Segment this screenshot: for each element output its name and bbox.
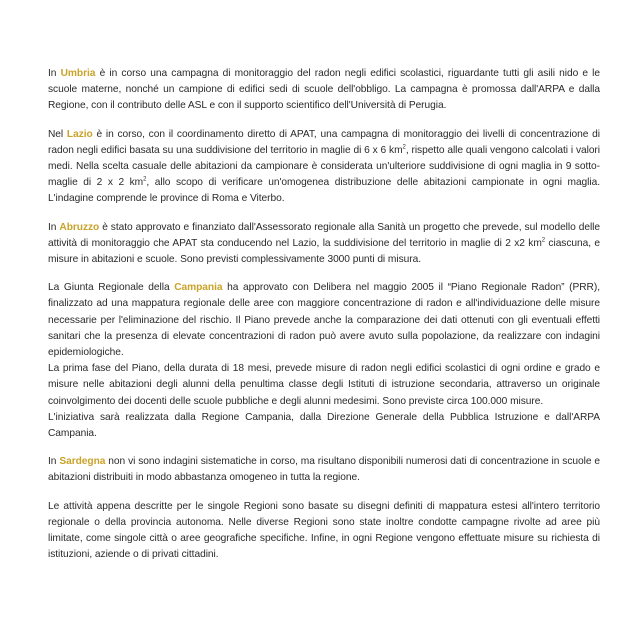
region-name-campania: Campania [174, 282, 223, 294]
paragraph-campania-phase: La prima fase del Piano, della durata di 18 mesi, prevede misure di radon negli edifici scolastici di ogni ordine e grado e misure nelle abitazioni degli alunni della penultima classe degli Istituti di istruzione secondaria, attraverso un originale coinvolgimento dei docenti delle scuole pubbliche e degli alunni medesimi. Sono previste circa 100.000 misure. [48, 363, 600, 407]
paragraph-campania: La Giunta Regionale della Campania ha approvato con Delibera nel maggio 2005 il “Piano Regionale Radon” (PRR), finalizzato ad una mappatura regionale delle aree con maggiore concentrazione di radon e all'individuazione delle misure necessarie per l'eliminazione del rischio. Il Piano prevede anche la comparazione dei dati ottenuti con gli eventuali effetti sanitari che la presenza di elevate concentrazioni di radon può avere avuto sulla popolazione, da realizzare con indagini epidemiologiche. [48, 282, 600, 359]
paragraph-campania-initiative: L'iniziativa sarà realizzata dalla Regione Campania, dalla Direzione Generale della Pubblica Istruzione e dall'ARPA Campania. [48, 411, 600, 440]
superscript-square: 2 [143, 176, 147, 183]
region-name-lazio: Lazio [66, 128, 93, 140]
paragraph-summary: Le attività appena descritte per le singole Regioni sono basate su disegni definiti di mappatura estesi all'intero territorio regionale o della provincia autonoma. Nelle diverse Regioni sono state inoltre condotte campagne rivolte ad aree più limitate, come singole città o aree geografiche specifiche. Infine, in ogni Regione vengono effettuate misure su richiesta di istituzioni, aziende o di privati cittadini. [48, 500, 600, 561]
region-name-abruzzo: Abruzzo [59, 221, 100, 233]
superscript-square: 2 [402, 144, 406, 151]
paragraph-sardegna: In Sardegna non vi sono indagini sistematiche in corso, ma risultano disponibili numerosi dati di concentrazione in scuole e abitazioni distribuiti in modo abbastanza omogeneo in tutta la regione. [48, 456, 600, 484]
paragraph-lazio: Nel Lazio è in corso, con il coordinamento diretto di APAT, una campagna di monitoraggio dei livelli di concentrazione di radon negli edifici basata su una suddivisione del territorio in maglie di 6 x 6 $km^2$, rispetto alle quali vengono calcolati i valori medi. Nella scelta casuale delle abitazioni da campionare è considerata un'ulteriore suddivisione di ogni maglia in 9 sotto-maglie di 2 x 2 $km^2$, allo scopo di verificare un'omogenea distribuzione delle abitazioni campionate in ogni maglia. L'indagine comprende le province di Roma e Viterbo. [48, 128, 601, 205]
document-body [48, 66, 600, 575]
region-name-umbria: Umbria [60, 68, 96, 79]
region-name-sardegna: Sardegna [59, 456, 106, 468]
paragraph-umbria: In Umbria è in corso una campagna di monitoraggio del radon negli edifici scolastici, riguardante tutti gli asili nido e le scuole materne, nonché un campione di edifici sedi di scuole dell'obbligo. La campagna è promossa dall'ARPA e dalla Regione, con il contributo delle ASL e con il supporto scientifico dell'Università di Perugia. [48, 68, 600, 112]
superscript-square: 2 [541, 237, 546, 244]
paragraph-abruzzo: In Abruzzo è stato approvato e finanziato dall'Assessorato regionale alla Sanità un progetto che prevede, sul modello delle attività di monitoraggio che APAT sta conducendo nel Lazio, la suddivisione del territorio in maglie di 2 x2 $km^2$ ciascuna, e misure in abitazioni e scuole. Sono previsti complessivamente 3000 punti di misura. [48, 221, 601, 266]
